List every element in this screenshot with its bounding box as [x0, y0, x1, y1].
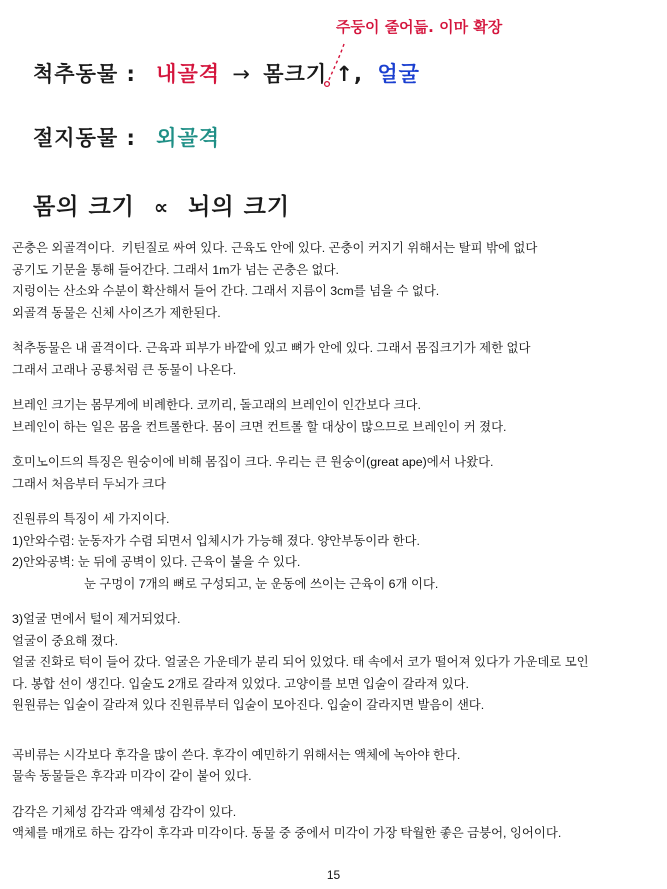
- body-line: 지렁이는 산소와 수분이 확산해서 들어 간다. 그래서 지름이 3cm를 넘을 수 없다.: [12, 284, 440, 298]
- body-line: 2)안와공벽: 눈 뒤에 공벽이 있다. 근육이 붙을 수 있다.: [12, 555, 301, 569]
- body-line: 3)얼굴 면에서 털이 제거되었다.: [12, 612, 181, 626]
- handwriting-line-vertebrate: [33, 58, 420, 88]
- paragraph-hominoid: [12, 452, 657, 495]
- body-line: 얼굴이 중요해 졌다.: [12, 633, 119, 648]
- paragraph-strepsirrhine-smell: [12, 745, 657, 788]
- document-body: [12, 238, 657, 845]
- body-line: 진원류의 특징이 세 가지이다.: [12, 512, 170, 526]
- paragraph-orbit-detail: [12, 574, 657, 596]
- handwriting-arthropod-label: 절지동물 :: [33, 126, 136, 150]
- body-line: 외골격 동물은 신체 사이즈가 제한된다.: [12, 305, 221, 320]
- paragraph-vertebrate-endoskeleton: [12, 338, 657, 381]
- body-line: 브레인 크기는 몸무게에 비례한다. 코끼리, 돌고래의 브레인이 인간보다 크다.: [12, 398, 421, 412]
- handwriting-body-size: 몸의 크기: [33, 194, 135, 220]
- body-line: 그래서 고래나 공룡처럼 큰 동물이 나온다.: [12, 362, 237, 377]
- handwriting-exoskeleton-term: 외골격: [156, 126, 221, 150]
- body-line: 곤충은 외골격이다. 키틴질로 싸여 있다. 근육도 안에 있다. 곤충이 커지기 위해서는 탈피 밖에 없다: [12, 241, 538, 255]
- paragraph-insect-exoskeleton: [12, 238, 657, 324]
- body-line: 1)안와수렴: 눈동자가 수렴 되면서 입체시가 가능해 졌다. 양안부동이라 한다.: [12, 533, 420, 548]
- body-line: 그래서 처음부터 두뇌가 크다: [12, 476, 166, 491]
- body-line: 다. 봉합 선이 생긴다. 입술도 2개로 갈라져 있었다. 고양이를 보면 입술이 갈라져 있다.: [12, 676, 469, 691]
- paragraph-simian-traits: [12, 509, 657, 574]
- body-line: 원원류는 입술이 갈라져 있다 진원류부터 입술이 모아진다. 입술이 갈라지면 발음이 샌다.: [12, 698, 485, 712]
- page-number: 15: [326, 868, 341, 882]
- body-line: 감각은 기체성 감각과 액체성 감각이 있다.: [12, 804, 237, 819]
- handwriting-face-term: 얼굴: [377, 62, 420, 86]
- body-line: 물속 동물들은 후각과 미각이 같이 붙어 있다.: [12, 769, 252, 783]
- body-line: 브레인이 하는 일은 몸을 컨트롤한다. 몸이 크면 컨트롤 할 대상이 많으므로 브레인이 커 졌다.: [12, 419, 507, 434]
- body-line: 액체를 매개로 하는 감각이 후각과 미각이다. 동물 중 중에서 미각이 가장 탁월한 좋은 금붕어, 잉어이다.: [12, 826, 562, 840]
- proportional-symbol-icon: ∝: [153, 195, 170, 219]
- handwriting-bodysize-term: 몸크기 ↑,: [263, 62, 364, 86]
- handwriting-vertebrate-label: 척추동물 :: [33, 62, 136, 86]
- body-line: 공기도 기문을 통해 들어간다. 그래서 1m가 넘는 곤충은 없다.: [12, 262, 339, 277]
- handwriting-brain-size: 뇌의 크기: [188, 194, 291, 220]
- paragraph-face-hair: [12, 609, 657, 717]
- body-line: 척추동물은 내 골격이다. 근육과 피부가 바깥에 있고 뼈가 안에 있다. 그래서 몸집크기가 제한 없다: [12, 341, 531, 355]
- body-line: 호미노이드의 특징은 원숭이에 비해 몸집이 크다. 우리는 큰 원숭이(great ape)에서 나왔다.: [12, 455, 494, 469]
- margin-annotation: 주둥이 줄어듦. 이마 확장: [336, 18, 503, 36]
- body-line: 얼굴 진화로 턱이 들어 갔다. 얼굴은 가운데가 분리 되어 있었다. 태 속에서 코가 떨어져 있다가 가운데로 모인: [12, 655, 589, 669]
- paragraph-brain-size: [12, 395, 657, 438]
- body-line: 눈 구멍이 7개의 뼈로 구성되고, 눈 운동에 쓰이는 근육이 6개 이다.: [84, 576, 439, 591]
- handwriting-endoskeleton-term: 내골격: [156, 62, 221, 86]
- paragraph-sense-types: [12, 802, 657, 845]
- handwriting-line-arthropod: [33, 122, 220, 152]
- handwriting-line-proportion: [33, 188, 290, 221]
- body-line: 곡비류는 시각보다 후각을 많이 쓴다. 후각이 예민하기 위해서는 액체에 녹아야 한다.: [12, 747, 461, 762]
- handwriting-arrow-icon: →: [232, 62, 251, 86]
- paragraph-spacer: [12, 731, 657, 745]
